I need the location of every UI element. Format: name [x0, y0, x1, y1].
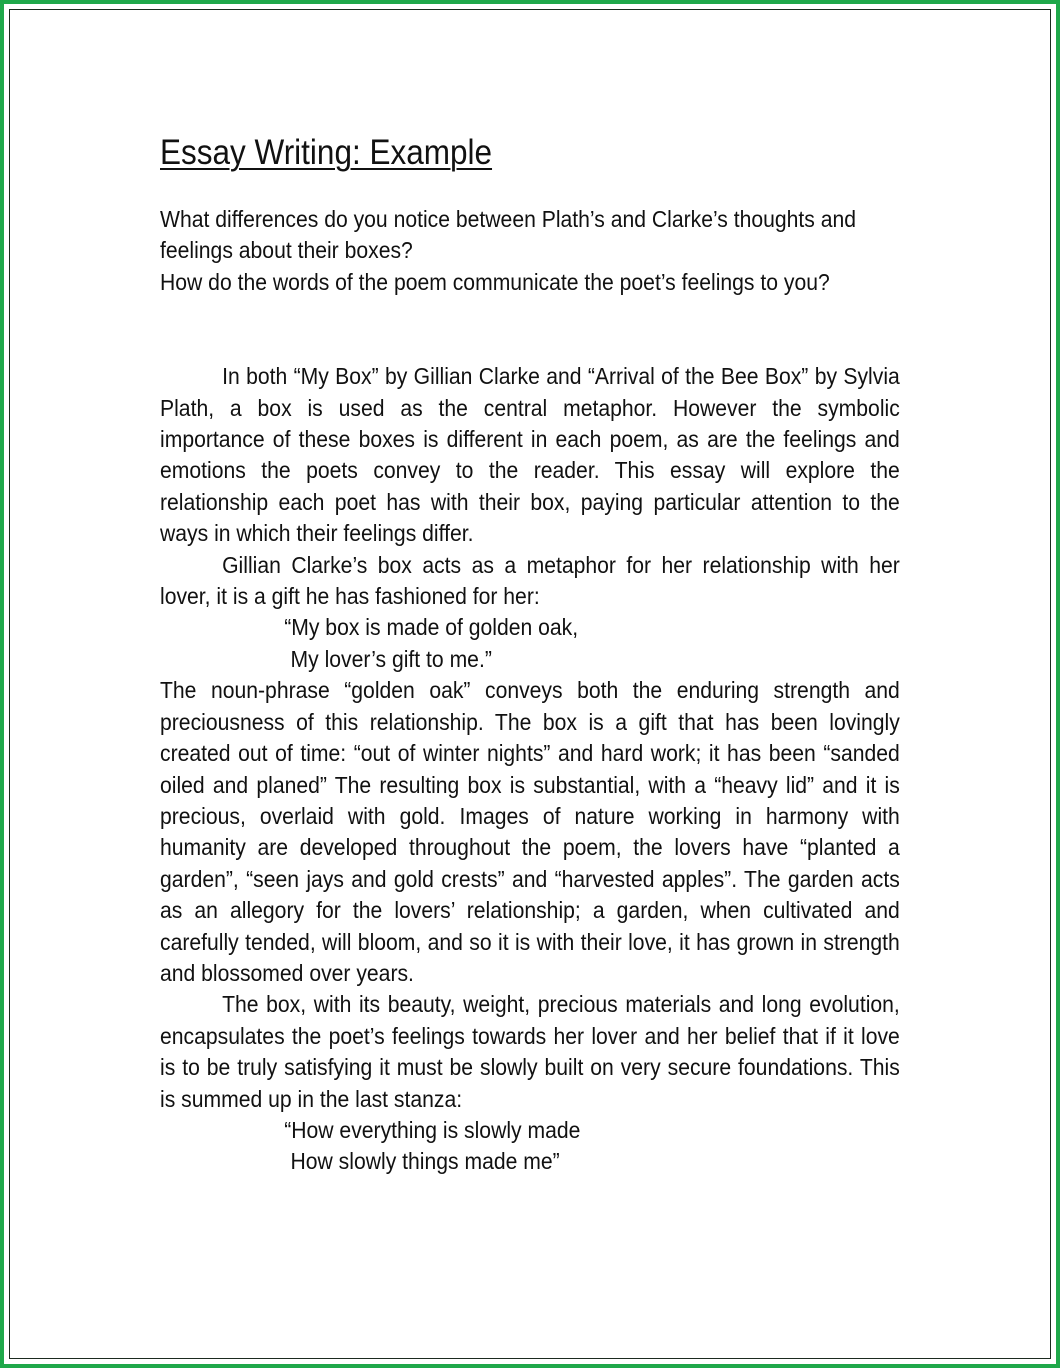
paragraph-2: Gillian Clarke’s box acts as a metaphor for her relationship with her lover, it is a gift he has fashioned for her:	[160, 551, 900, 610]
essay-questions	[160, 204, 900, 298]
quote-1-line-2: My lover’s gift to me.”	[290, 645, 492, 672]
question-2: How do the words of the poem communicate the poet’s feelings to you?	[160, 268, 830, 295]
essay-body	[160, 361, 900, 1178]
quote-2-line-1: “How everything is slowly made	[284, 1116, 581, 1143]
paragraph-4: The box, with its beauty, weight, precious materials and long evolution, encapsulates the poet’s feelings towards her lover and her belief that if it love is to be truly satisfying it must be slowly built on very secure foundations. This is summed up in the last stanza:	[160, 991, 900, 1112]
paragraph-3: The noun-phrase “golden oak” conveys both the enduring strength and preciousness of this relationship. The box is a gift that has been lovingly created out of time: “out of winter nights” and hard work; it has been “sanded oiled and planed” The resulting box is substantial, with a “heavy lid” and it is precious, overlaid with gold. Images of nature working in harmony with humanity are developed throughout the poem, the lovers have “planted a garden”, “seen jays and gold crests” and “harvested apples”. The garden acts as an allegory for the lovers’ relationship; a garden, when cultivated and carefully tended, will bloom, and so it is with their love, it has grown in strength and blossomed over years.	[160, 677, 900, 986]
question-1: What differences do you notice between Plath’s and Clarke’s thoughts and feelings about their boxes?	[160, 206, 857, 264]
quote-1-line-1: “My box is made of golden oak,	[284, 614, 579, 641]
document-title: Essay Writing: Example	[160, 133, 493, 172]
paragraph-1: In both “My Box” by Gillian Clarke and “Arrival of the Bee Box” by Sylvia Plath, a box is used as the central metaphor. However the symbolic importance of these boxes is different in each poem, as are the feelings and emotions the poets convey to the reader. This essay will explore the relationship each poet has with their box, paying particular attention to the ways in which their feelings differ.	[160, 363, 900, 547]
quote-2-line-2: How slowly things made me”	[290, 1148, 560, 1175]
document-page	[160, 128, 900, 1178]
